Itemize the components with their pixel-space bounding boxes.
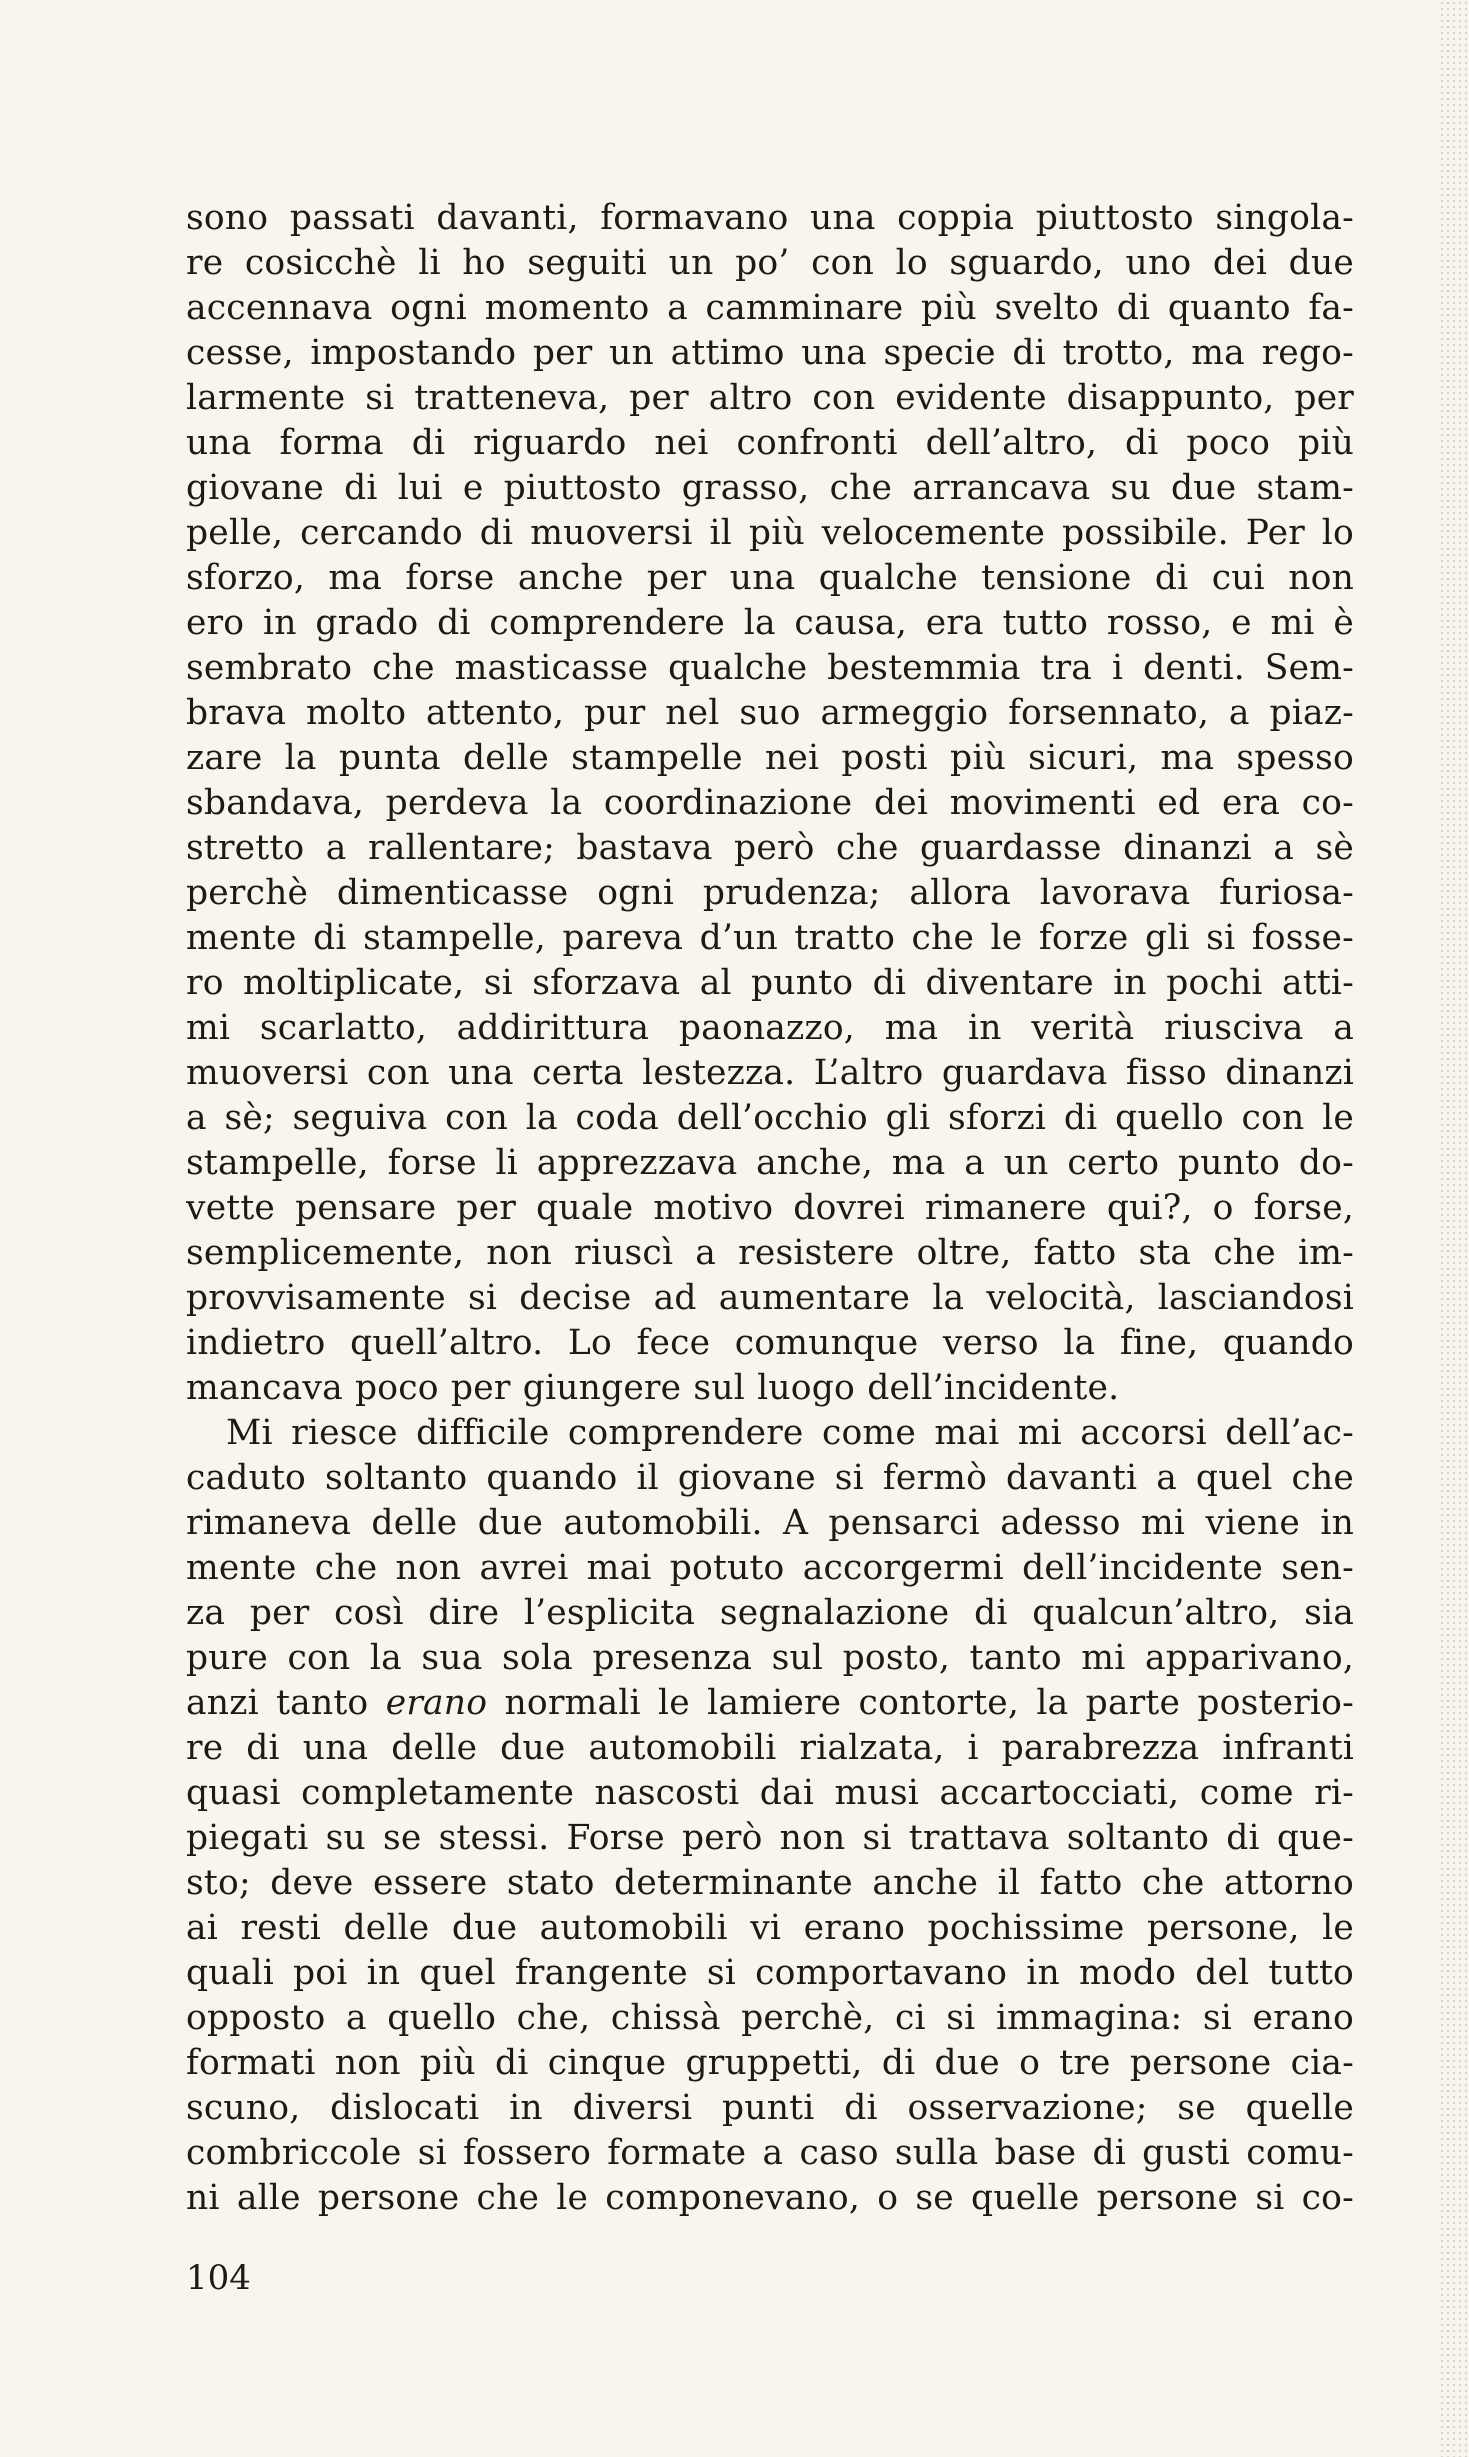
text-line: pure con la sua sola presenza sul posto, tanto mi apparivano, [186, 1638, 1354, 1678]
text-line: mente che non avrei mai potuto accorgermi dell’incidente sen- [186, 1548, 1354, 1588]
text-line: cesse, impostando per un attimo una specie di trotto, ma rego- [186, 333, 1354, 373]
text-line: ni alle persone che le componevano, o se quelle persone si co- [186, 2178, 1354, 2218]
text-line: combriccole si fossero formate a caso sulla base di gusti comu- [186, 2133, 1354, 2173]
text-line: vette pensare per quale motivo dovrei rimanere qui?, o forse, [186, 1188, 1354, 1228]
text-line: provvisamente si decise ad aumentare la velocità, lasciandosi [186, 1278, 1354, 1318]
text-line: re cosicchè li ho seguiti un po’ con lo sguardo, uno dei due [186, 243, 1354, 283]
text-line: una forma di riguardo nei confronti dell’altro, di poco più [186, 423, 1354, 463]
text-line: mente di stampelle, pareva d’un tratto che le forze gli si fosse- [186, 918, 1354, 958]
text-line: za per così dire l’esplicita segnalazione di qualcun’altro, sia [186, 1593, 1354, 1633]
text-line: semplicemente, non riuscì a resistere oltre, fatto sta che im- [186, 1233, 1354, 1273]
text-line: ro moltiplicate, si sforzava al punto di diventare in pochi atti- [186, 963, 1354, 1003]
text-line: quali poi in quel frangente si comportavano in modo del tutto [186, 1953, 1354, 1993]
text-line: scuno, dislocati in diversi punti di osservazione; se quelle [186, 2088, 1354, 2128]
text-line: larmente si tratteneva, per altro con evidente disappunto, per [186, 378, 1354, 418]
text-line: indietro quell’altro. Lo fece comunque verso la fine, quando [186, 1323, 1354, 1363]
text-line: sono passati davanti, formavano una coppia piuttosto singola- [186, 198, 1354, 238]
text-line: re di una delle due automobili rialzata, i parabrezza infranti [186, 1728, 1354, 1768]
text-line: Mi riesce difficile comprendere come mai mi accorsi dell’ac- [226, 1413, 1354, 1453]
text-line: anzi tanto erano normali le lamiere contorte, la parte posterio- [186, 1683, 1354, 1723]
text-line: sto; deve essere stato determinante anche il fatto che attorno [186, 1863, 1354, 1903]
emphasis: erano [385, 1683, 488, 1723]
text-line: sforzo, ma forse anche per una qualche tensione di cui non [186, 558, 1354, 598]
text-line: a sè; seguiva con la coda dell’occhio gli sforzi di quello con le [186, 1098, 1354, 1138]
text-line: stretto a rallentare; bastava però che guardasse dinanzi a sè [186, 828, 1354, 868]
page-edge-texture [1439, 0, 1469, 2457]
text-line: sbandava, perdeva la coordinazione dei movimenti ed era co- [186, 783, 1354, 823]
text-line: piegati su se stessi. Forse però non si trattava soltanto di que- [186, 1818, 1354, 1858]
text-line: ero in grado di comprendere la causa, era tutto rosso, e mi è [186, 603, 1354, 643]
text-line: muoversi con una certa lestezza. L’altro guardava fisso dinanzi [186, 1053, 1354, 1093]
text-line: formati non più di cinque gruppetti, di due o tre persone cia- [186, 2043, 1354, 2083]
text-line: zare la punta delle stampelle nei posti più sicuri, ma spesso [186, 738, 1354, 778]
page-number: 104 [186, 2258, 251, 2298]
text-line: rimaneva delle due automobili. A pensarci adesso mi viene in [186, 1503, 1354, 1543]
text-line: accennava ogni momento a camminare più svelto di quanto fa- [186, 288, 1354, 328]
text-line: caduto soltanto quando il giovane si fermò davanti a quel che [186, 1458, 1354, 1498]
text-line: stampelle, forse li apprezzava anche, ma a un certo punto do- [186, 1143, 1354, 1183]
text-line: opposto a quello che, chissà perchè, ci si immagina: si erano [186, 1998, 1354, 2038]
text-line: mi scarlatto, addirittura paonazzo, ma in verità riusciva a [186, 1008, 1354, 1048]
text-line: pelle, cercando di muoversi il più velocemente possibile. Per lo [186, 513, 1354, 553]
text-line: giovane di lui e piuttosto grasso, che arrancava su due stam- [186, 468, 1354, 508]
body-text [186, 196, 1354, 2221]
text-line: quasi completamente nascosti dai musi accartocciati, come ri- [186, 1773, 1354, 1813]
text-line: mancava poco per giungere sul luogo dell’incidente. [186, 1368, 1120, 1408]
text-line: ai resti delle due automobili vi erano pochissime persone, le [186, 1908, 1354, 1948]
text-line: perchè dimenticasse ogni prudenza; allora lavorava furiosa- [186, 873, 1354, 913]
text-line: sembrato che masticasse qualche bestemmia tra i denti. Sem- [186, 648, 1354, 688]
text-line: brava molto attento, pur nel suo armeggio forsennato, a piaz- [186, 693, 1354, 733]
